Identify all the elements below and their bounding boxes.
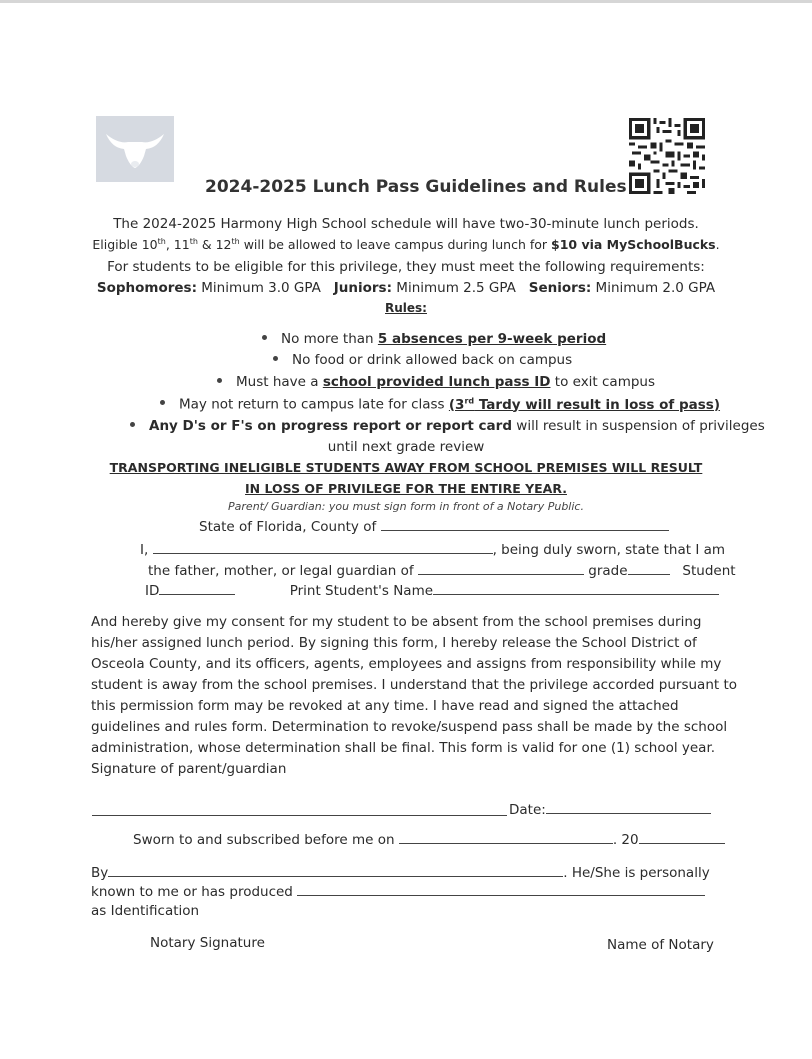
guardian-name-field[interactable] <box>153 541 493 554</box>
identification-label: as Identification <box>91 903 200 919</box>
student-id-row: ID Print Student's Name <box>145 582 719 599</box>
bullet-icon <box>217 378 222 383</box>
by-row: By . He/She is personally <box>91 865 710 881</box>
rule-item-food: No food or drink allowed back on campus <box>273 352 572 368</box>
rules-heading: Rules: <box>385 301 427 315</box>
student-name-field[interactable] <box>433 582 719 595</box>
sworn-date-field[interactable] <box>399 831 613 844</box>
county-field[interactable] <box>381 518 669 531</box>
county-field-row: State of Florida, County of <box>199 518 669 535</box>
rule-item-tardy: May not return to campus late for class (3rd Tardy will result in loss of pass) <box>160 396 720 413</box>
consent-line: administration, whose determination shall be final. This form is valid for one (1) school year. <box>91 740 716 756</box>
consent-line: Osceola County, and its officers, agents, employees and assigns from responsibility while my <box>91 656 722 672</box>
bullet-icon <box>262 335 267 340</box>
rule-item-absences: No more than 5 absences per 9-week period <box>262 331 606 347</box>
by-name-field[interactable] <box>108 864 563 877</box>
bullet-icon <box>130 422 135 427</box>
sworn-year-field[interactable] <box>639 831 725 844</box>
gpa-requirements: Sophomores: Minimum 3.0 GPA Juniors: Minimum 2.5 GPA Seniors: Minimum 2.0 GPA <box>96 280 716 296</box>
qr-code-icon <box>629 118 705 194</box>
grade-field[interactable] <box>628 562 670 575</box>
consent-line: guidelines and rules form. Determination to revoke/suspend pass shall be made by the school <box>91 719 728 735</box>
rule-item-grades: Any D's or F's on progress report or report card will result in suspension of privileges <box>130 418 765 434</box>
identification-row: known to me or has produced <box>91 883 705 900</box>
date-field[interactable] <box>546 801 711 814</box>
intro-line-3: For students to be eligible for this privilege, they must meet the following requirements: <box>107 259 705 275</box>
consent-line: this permission form may be revoked at any time. I have read and signed the attached <box>91 698 679 714</box>
warning-line-1: TRANSPORTING INELIGIBLE STUDENTS AWAY FROM SCHOOL PREMISES WILL RESULT <box>109 460 703 475</box>
student-of-field[interactable] <box>418 562 584 575</box>
intro-line-1: The 2024-2025 Harmony High School schedule will have two-30-minute lunch periods. <box>113 216 699 232</box>
notary-note: Parent/ Guardian: you must sign form in front of a Notary Public. <box>228 500 584 513</box>
sworn-row: Sworn to and subscribed before me on . 20 <box>133 831 725 848</box>
warning-line-2: IN LOSS OF PRIVILEGE FOR THE ENTIRE YEAR. <box>245 481 567 496</box>
student-id-field[interactable] <box>159 582 235 595</box>
intro-line-2: Eligible 10th, 11th & 12th will be allowed to leave campus during lunch for $10 via MySchoolBucks. <box>92 237 720 253</box>
notary-signature-label: Notary Signature <box>150 935 265 951</box>
longhorn-logo-icon <box>96 116 174 182</box>
consent-line: student is away from the school premises. I understand that the privilege accorded pursuant to <box>91 677 738 693</box>
consent-line: And hereby give my consent for my student to be absent from the school premises during <box>91 614 702 630</box>
rule-item-grades-continued: until next grade review <box>327 439 485 455</box>
parent-signature-field[interactable] <box>92 815 507 816</box>
bullet-icon <box>273 356 278 361</box>
rule-item-pass-id: Must have a school provided lunch pass ID to exit campus <box>217 374 655 390</box>
consent-paragraph <box>91 612 738 780</box>
identification-field[interactable] <box>297 883 705 896</box>
guardian-name-row: I, , being duly sworn, state that I am <box>140 542 726 558</box>
bullet-icon <box>160 400 165 405</box>
notary-name-label: Name of Notary <box>607 937 714 953</box>
page-top-edge <box>0 0 812 3</box>
page-title: 2024-2025 Lunch Pass Guidelines and Rules <box>205 177 627 197</box>
signature-label: Signature of parent/guardian <box>91 761 287 777</box>
date-row: Date: <box>509 801 711 818</box>
consent-line: his/her assigned lunch period. By signing this form, I hereby release the School District of <box>91 635 697 651</box>
student-of-row: the father, mother, or legal guardian of grade Student <box>148 563 736 579</box>
